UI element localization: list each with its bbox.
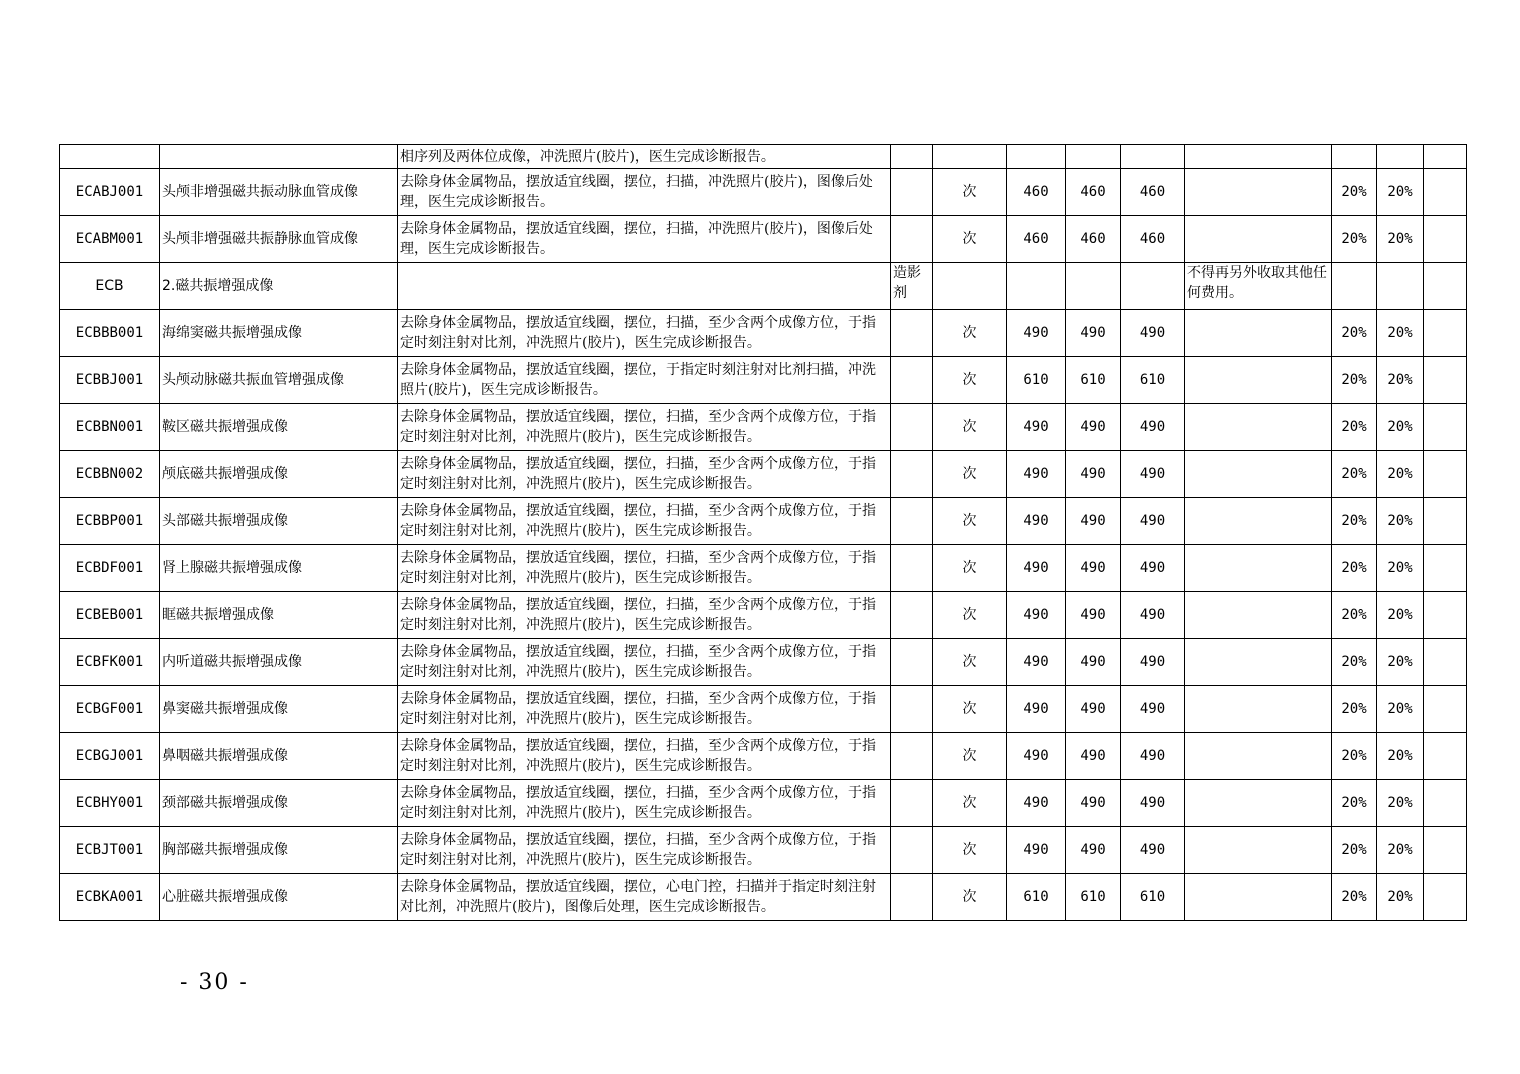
table-row [60, 545, 1467, 592]
item-unit: 次 [933, 216, 1007, 263]
item-price-3: 610 [1121, 874, 1185, 921]
item-name [160, 145, 398, 169]
item-ratio-2: 20% [1377, 780, 1424, 827]
item-last [1424, 686, 1467, 733]
item-last [1424, 827, 1467, 874]
table-row [60, 780, 1467, 827]
item-price-1: 490 [1007, 404, 1066, 451]
table-row [60, 310, 1467, 357]
table-row [60, 216, 1467, 263]
item-price-3: 490 [1121, 310, 1185, 357]
item-ratio-1: 20% [1332, 874, 1377, 921]
item-price-1: 490 [1007, 780, 1066, 827]
item-price-2: 490 [1066, 639, 1121, 686]
item-name: 眶磁共振增强成像 [160, 592, 398, 639]
item-unit: 次 [933, 780, 1007, 827]
item-exclusion: 造影剂 [891, 263, 933, 310]
fee-table [59, 144, 1467, 921]
item-price-2: 490 [1066, 404, 1121, 451]
item-unit: 次 [933, 639, 1007, 686]
item-exclusion [891, 874, 933, 921]
item-exclusion [891, 686, 933, 733]
item-name: 鼻咽磁共振增强成像 [160, 733, 398, 780]
item-price-2: 490 [1066, 733, 1121, 780]
item-note [1185, 733, 1332, 780]
item-exclusion [891, 169, 933, 216]
item-code: ECBGF001 [60, 686, 160, 733]
item-price-3: 490 [1121, 404, 1185, 451]
item-description: 相序列及两体位成像，冲洗照片(胶片)，医生完成诊断报告。 [398, 145, 891, 169]
item-ratio-2: 20% [1377, 357, 1424, 404]
item-note [1185, 404, 1332, 451]
table-row [60, 874, 1467, 921]
item-price-2: 490 [1066, 310, 1121, 357]
table-row [60, 498, 1467, 545]
item-ratio-1: 20% [1332, 780, 1377, 827]
item-ratio-1: 20% [1332, 733, 1377, 780]
item-price-3: 490 [1121, 592, 1185, 639]
item-description: 去除身体金属物品，摆放适宜线圈，摆位，扫描，至少含两个成像方位，于指定时刻注射对比剂，冲洗照片(胶片)，医生完成诊断报告。 [398, 451, 891, 498]
item-ratio-2: 20% [1377, 874, 1424, 921]
item-code: ECBDF001 [60, 545, 160, 592]
item-ratio-1: 20% [1332, 169, 1377, 216]
table-row [60, 592, 1467, 639]
item-last [1424, 357, 1467, 404]
item-note [1185, 310, 1332, 357]
item-price-2: 460 [1066, 169, 1121, 216]
item-price-3 [1121, 263, 1185, 310]
item-price-2: 610 [1066, 357, 1121, 404]
item-price-2: 490 [1066, 780, 1121, 827]
item-exclusion [891, 498, 933, 545]
item-exclusion [891, 545, 933, 592]
item-exclusion [891, 451, 933, 498]
item-ratio-2: 20% [1377, 451, 1424, 498]
item-description [398, 263, 891, 310]
item-unit: 次 [933, 404, 1007, 451]
item-price-2 [1066, 145, 1121, 169]
item-price-1: 610 [1007, 357, 1066, 404]
item-note: 不得再另外收取其他任何费用。 [1185, 263, 1332, 310]
item-name: 头部磁共振增强成像 [160, 498, 398, 545]
item-price-3 [1121, 145, 1185, 169]
item-unit [933, 145, 1007, 169]
table-row [60, 639, 1467, 686]
item-description: 去除身体金属物品，摆放适宜线圈，摆位，扫描，冲洗照片(胶片)，图像后处理，医生完成诊断报告。 [398, 169, 891, 216]
item-price-1: 460 [1007, 216, 1066, 263]
item-code: ECABM001 [60, 216, 160, 263]
item-price-3: 490 [1121, 733, 1185, 780]
item-price-3: 490 [1121, 686, 1185, 733]
item-price-1: 490 [1007, 310, 1066, 357]
table-row [60, 827, 1467, 874]
item-code: ECBJT001 [60, 827, 160, 874]
item-ratio-1: 20% [1332, 310, 1377, 357]
item-price-3: 490 [1121, 780, 1185, 827]
item-ratio-1 [1332, 145, 1377, 169]
item-price-2: 490 [1066, 451, 1121, 498]
item-exclusion [891, 310, 933, 357]
item-exclusion [891, 639, 933, 686]
item-exclusion [891, 827, 933, 874]
item-note [1185, 216, 1332, 263]
item-price-2: 490 [1066, 498, 1121, 545]
item-unit: 次 [933, 686, 1007, 733]
item-last [1424, 451, 1467, 498]
item-name: 鼻窦磁共振增强成像 [160, 686, 398, 733]
item-name: 鞍区磁共振增强成像 [160, 404, 398, 451]
item-price-1: 610 [1007, 874, 1066, 921]
item-description: 去除身体金属物品，摆放适宜线圈，摆位，扫描，至少含两个成像方位，于指定时刻注射对比剂，冲洗照片(胶片)，医生完成诊断报告。 [398, 545, 891, 592]
item-unit: 次 [933, 545, 1007, 592]
item-name: 肾上腺磁共振增强成像 [160, 545, 398, 592]
item-price-3: 490 [1121, 545, 1185, 592]
category-name: 2.磁共振增强成像 [160, 263, 398, 310]
item-exclusion [891, 404, 933, 451]
item-ratio-1: 20% [1332, 827, 1377, 874]
item-ratio-2: 20% [1377, 686, 1424, 733]
item-ratio-1 [1332, 263, 1377, 310]
item-code: ECBEB001 [60, 592, 160, 639]
item-price-1 [1007, 145, 1066, 169]
item-ratio-2: 20% [1377, 169, 1424, 216]
item-note [1185, 451, 1332, 498]
item-code: ECABJ001 [60, 169, 160, 216]
item-ratio-2: 20% [1377, 592, 1424, 639]
item-price-1: 490 [1007, 686, 1066, 733]
item-description: 去除身体金属物品，摆放适宜线圈，摆位，扫描，至少含两个成像方位，于指定时刻注射对比剂，冲洗照片(胶片)，医生完成诊断报告。 [398, 780, 891, 827]
item-price-1: 490 [1007, 498, 1066, 545]
item-price-3: 490 [1121, 451, 1185, 498]
item-exclusion [891, 780, 933, 827]
item-description: 去除身体金属物品，摆放适宜线圈，摆位，扫描，至少含两个成像方位，于指定时刻注射对比剂，冲洗照片(胶片)，医生完成诊断报告。 [398, 733, 891, 780]
item-price-1: 460 [1007, 169, 1066, 216]
item-name: 海绵窦磁共振增强成像 [160, 310, 398, 357]
item-code: ECBBN001 [60, 404, 160, 451]
item-note [1185, 639, 1332, 686]
item-last [1424, 639, 1467, 686]
item-note [1185, 780, 1332, 827]
item-description: 去除身体金属物品，摆放适宜线圈，摆位，扫描，冲洗照片(胶片)，图像后处理，医生完成诊断报告。 [398, 216, 891, 263]
item-unit [933, 263, 1007, 310]
item-description: 去除身体金属物品，摆放适宜线圈，摆位，扫描，至少含两个成像方位，于指定时刻注射对比剂，冲洗照片(胶片)，医生完成诊断报告。 [398, 404, 891, 451]
item-last [1424, 592, 1467, 639]
item-ratio-1: 20% [1332, 404, 1377, 451]
item-ratio-1: 20% [1332, 639, 1377, 686]
item-price-1: 490 [1007, 451, 1066, 498]
item-ratio-2: 20% [1377, 639, 1424, 686]
item-last [1424, 169, 1467, 216]
item-code: ECBBN002 [60, 451, 160, 498]
item-price-2: 490 [1066, 827, 1121, 874]
item-last [1424, 263, 1467, 310]
item-name: 头颅非增强磁共振动脉血管成像 [160, 169, 398, 216]
item-unit: 次 [933, 827, 1007, 874]
table-row [60, 733, 1467, 780]
item-description: 去除身体金属物品，摆放适宜线圈，摆位，扫描，至少含两个成像方位，于指定时刻注射对比剂，冲洗照片(胶片)，医生完成诊断报告。 [398, 498, 891, 545]
item-unit: 次 [933, 310, 1007, 357]
item-ratio-2 [1377, 145, 1424, 169]
item-ratio-1: 20% [1332, 686, 1377, 733]
item-code: ECBBP001 [60, 498, 160, 545]
item-price-3: 490 [1121, 827, 1185, 874]
item-price-2: 490 [1066, 545, 1121, 592]
item-code: ECBBB001 [60, 310, 160, 357]
item-price-3: 460 [1121, 169, 1185, 216]
item-code: ECBFK001 [60, 639, 160, 686]
item-price-2 [1066, 263, 1121, 310]
item-ratio-2: 20% [1377, 404, 1424, 451]
item-ratio-1: 20% [1332, 357, 1377, 404]
item-note [1185, 145, 1332, 169]
item-last [1424, 780, 1467, 827]
item-note [1185, 686, 1332, 733]
item-name: 头颅非增强磁共振静脉血管成像 [160, 216, 398, 263]
item-last [1424, 216, 1467, 263]
item-description: 去除身体金属物品，摆放适宜线圈，摆位，扫描，至少含两个成像方位，于指定时刻注射对比剂，冲洗照片(胶片)，医生完成诊断报告。 [398, 686, 891, 733]
item-description: 去除身体金属物品，摆放适宜线圈，摆位，扫描，至少含两个成像方位，于指定时刻注射对比剂，冲洗照片(胶片)，医生完成诊断报告。 [398, 827, 891, 874]
item-code: ECBGJ001 [60, 733, 160, 780]
item-note [1185, 357, 1332, 404]
item-last [1424, 874, 1467, 921]
item-description: 去除身体金属物品，摆放适宜线圈，摆位，扫描，至少含两个成像方位，于指定时刻注射对比剂，冲洗照片(胶片)，医生完成诊断报告。 [398, 310, 891, 357]
item-name: 内听道磁共振增强成像 [160, 639, 398, 686]
table-row [60, 404, 1467, 451]
item-name: 颅底磁共振增强成像 [160, 451, 398, 498]
category-code: ECB [60, 263, 160, 310]
item-price-1: 490 [1007, 827, 1066, 874]
item-ratio-2: 20% [1377, 733, 1424, 780]
item-description: 去除身体金属物品，摆放适宜线圈，摆位，扫描，至少含两个成像方位，于指定时刻注射对比剂，冲洗照片(胶片)，医生完成诊断报告。 [398, 639, 891, 686]
item-ratio-2: 20% [1377, 216, 1424, 263]
item-exclusion [891, 145, 933, 169]
item-last [1424, 310, 1467, 357]
item-description: 去除身体金属物品，摆放适宜线圈，摆位，心电门控，扫描并于指定时刻注射对比剂，冲洗照片(胶片)，图像后处理，医生完成诊断报告。 [398, 874, 891, 921]
item-name: 胸部磁共振增强成像 [160, 827, 398, 874]
item-exclusion [891, 357, 933, 404]
table-row [60, 145, 1467, 169]
item-price-3: 490 [1121, 639, 1185, 686]
item-unit: 次 [933, 357, 1007, 404]
item-price-3: 460 [1121, 216, 1185, 263]
item-last [1424, 145, 1467, 169]
item-price-3: 610 [1121, 357, 1185, 404]
item-last [1424, 404, 1467, 451]
item-price-1: 490 [1007, 592, 1066, 639]
item-price-1: 490 [1007, 639, 1066, 686]
item-price-2: 610 [1066, 874, 1121, 921]
item-exclusion [891, 592, 933, 639]
item-price-2: 490 [1066, 686, 1121, 733]
item-note [1185, 545, 1332, 592]
page-number: - 30 - [180, 970, 249, 995]
item-price-3: 490 [1121, 498, 1185, 545]
item-unit: 次 [933, 498, 1007, 545]
category-row [60, 263, 1467, 310]
item-description: 去除身体金属物品，摆放适宜线圈，摆位，于指定时刻注射对比剂扫描，冲洗照片(胶片)，医生完成诊断报告。 [398, 357, 891, 404]
item-ratio-1: 20% [1332, 545, 1377, 592]
item-price-1: 490 [1007, 545, 1066, 592]
item-last [1424, 733, 1467, 780]
item-code: ECBKA001 [60, 874, 160, 921]
item-ratio-1: 20% [1332, 592, 1377, 639]
item-last [1424, 545, 1467, 592]
item-price-1: 490 [1007, 733, 1066, 780]
item-note [1185, 169, 1332, 216]
item-name: 心脏磁共振增强成像 [160, 874, 398, 921]
item-unit: 次 [933, 592, 1007, 639]
item-note [1185, 874, 1332, 921]
item-name: 头颅动脉磁共振血管增强成像 [160, 357, 398, 404]
item-exclusion [891, 733, 933, 780]
table-row [60, 451, 1467, 498]
item-last [1424, 498, 1467, 545]
item-code: ECBHY001 [60, 780, 160, 827]
item-note [1185, 498, 1332, 545]
item-ratio-2: 20% [1377, 827, 1424, 874]
item-exclusion [891, 216, 933, 263]
item-unit: 次 [933, 733, 1007, 780]
item-name: 颈部磁共振增强成像 [160, 780, 398, 827]
item-unit: 次 [933, 874, 1007, 921]
item-code [60, 145, 160, 169]
item-ratio-2: 20% [1377, 545, 1424, 592]
item-unit: 次 [933, 451, 1007, 498]
item-ratio-1: 20% [1332, 451, 1377, 498]
item-note [1185, 592, 1332, 639]
table-row [60, 169, 1467, 216]
table-body [60, 145, 1467, 921]
item-ratio-1: 20% [1332, 498, 1377, 545]
item-price-2: 490 [1066, 592, 1121, 639]
item-ratio-2: 20% [1377, 498, 1424, 545]
item-ratio-2 [1377, 263, 1424, 310]
item-price-2: 460 [1066, 216, 1121, 263]
item-unit: 次 [933, 169, 1007, 216]
item-price-1 [1007, 263, 1066, 310]
item-ratio-1: 20% [1332, 216, 1377, 263]
table-row [60, 686, 1467, 733]
item-code: ECBBJ001 [60, 357, 160, 404]
item-note [1185, 827, 1332, 874]
item-description: 去除身体金属物品，摆放适宜线圈，摆位，扫描，至少含两个成像方位，于指定时刻注射对比剂，冲洗照片(胶片)，医生完成诊断报告。 [398, 592, 891, 639]
item-ratio-2: 20% [1377, 310, 1424, 357]
table-row [60, 357, 1467, 404]
